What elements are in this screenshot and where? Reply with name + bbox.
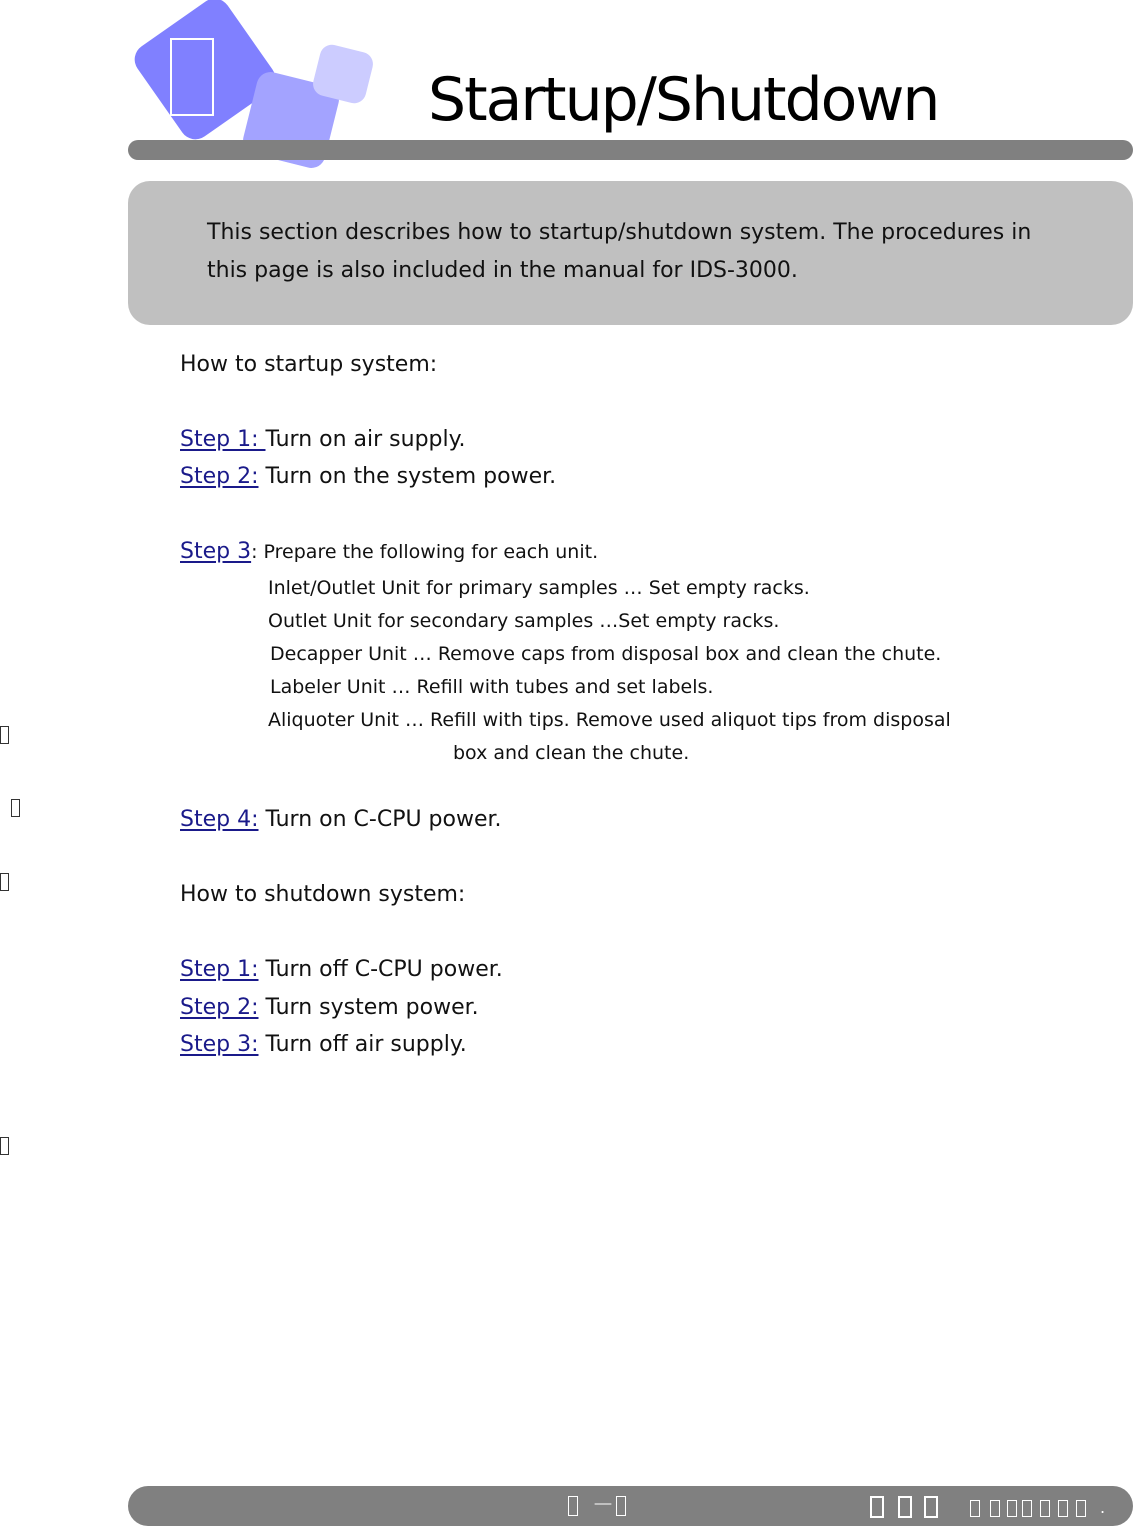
intro-line-2: this page is also included in the manual for IDS-3000. — [207, 258, 798, 283]
unit-item: Inlet/Outlet Unit for primary samples … Set empty racks. — [268, 577, 810, 599]
margin-glyph-icon — [0, 726, 9, 744]
startup-step-1 — [180, 425, 466, 455]
margin-glyph-icon — [11, 799, 20, 817]
startup-step-4 — [180, 805, 502, 835]
brand-small-glyph-icon — [1058, 1500, 1068, 1517]
startup-step-2 — [180, 462, 556, 492]
margin-glyph-icon — [0, 873, 9, 891]
startup-step-1-label[interactable]: Step 1: — [180, 427, 266, 452]
startup-step-4-text: Turn on C-CPU power. — [265, 807, 502, 832]
shutdown-step-3 — [180, 1030, 467, 1060]
shutdown-step-1 — [180, 955, 503, 985]
startup-step-4-label[interactable]: Step 4: — [180, 807, 259, 832]
startup-step-3 — [180, 537, 598, 567]
brand-small-glyph-icon — [1040, 1500, 1050, 1517]
intro-line-1: This section describes how to startup/shutdown system. The procedures in — [207, 220, 1032, 245]
title-underline-bar — [128, 140, 1133, 160]
footer-glyph-icon — [568, 1496, 578, 1516]
shutdown-step-3-label[interactable]: Step 3: — [180, 1032, 259, 1057]
chapter-glyph-icon — [170, 38, 214, 116]
shutdown-step-2-label[interactable]: Step 2: — [180, 995, 259, 1020]
brand-small-glyph-icon — [1007, 1500, 1017, 1517]
shutdown-step-1-text: Turn off C-CPU power. — [265, 957, 503, 982]
footer-brand-dot: . — [1100, 1498, 1106, 1517]
footer-page-dash: － — [592, 1493, 621, 1518]
unit-item: Decapper Unit … Remove caps from disposal box and clean the chute. — [270, 643, 942, 665]
brand-small-glyph-icon — [970, 1500, 980, 1517]
brand-small-glyph-icon — [1022, 1500, 1032, 1517]
brand-glyph-icon — [924, 1496, 938, 1518]
startup-step-2-label[interactable]: Step 2: — [180, 464, 259, 489]
startup-step-3-text: : Prepare the following for each unit. — [251, 541, 599, 563]
shutdown-heading: How to shutdown system: — [180, 882, 466, 907]
shutdown-step-2-text: Turn system power. — [265, 995, 479, 1020]
startup-heading: How to startup system: — [180, 352, 438, 377]
unit-item-continued: box and clean the chute. — [453, 742, 690, 764]
brand-glyph-icon — [898, 1496, 912, 1518]
intro-text — [207, 214, 1087, 290]
startup-step-1-text: Turn on air supply. — [265, 427, 466, 452]
footer-glyph-icon — [616, 1496, 626, 1516]
startup-step-3-label[interactable]: Step 3 — [180, 539, 252, 564]
unit-item: Labeler Unit … Refill with tubes and set labels. — [270, 676, 714, 698]
brand-small-glyph-icon — [1076, 1500, 1086, 1517]
unit-item: Aliquoter Unit … Refill with tips. Remove used aliquot tips from disposal — [268, 709, 951, 731]
page-title: Startup/Shutdown — [428, 65, 939, 135]
brand-glyph-icon — [870, 1496, 884, 1518]
margin-glyph-icon — [0, 1137, 9, 1155]
brand-small-glyph-icon — [990, 1500, 1000, 1517]
shutdown-step-1-label[interactable]: Step 1: — [180, 957, 259, 982]
unit-item: Outlet Unit for secondary samples …Set empty racks. — [268, 610, 780, 632]
footer-bar — [128, 1486, 1133, 1526]
shutdown-step-2 — [180, 993, 479, 1023]
shutdown-step-3-text: Turn off air supply. — [265, 1032, 467, 1057]
startup-step-2-text: Turn on the system power. — [265, 464, 557, 489]
